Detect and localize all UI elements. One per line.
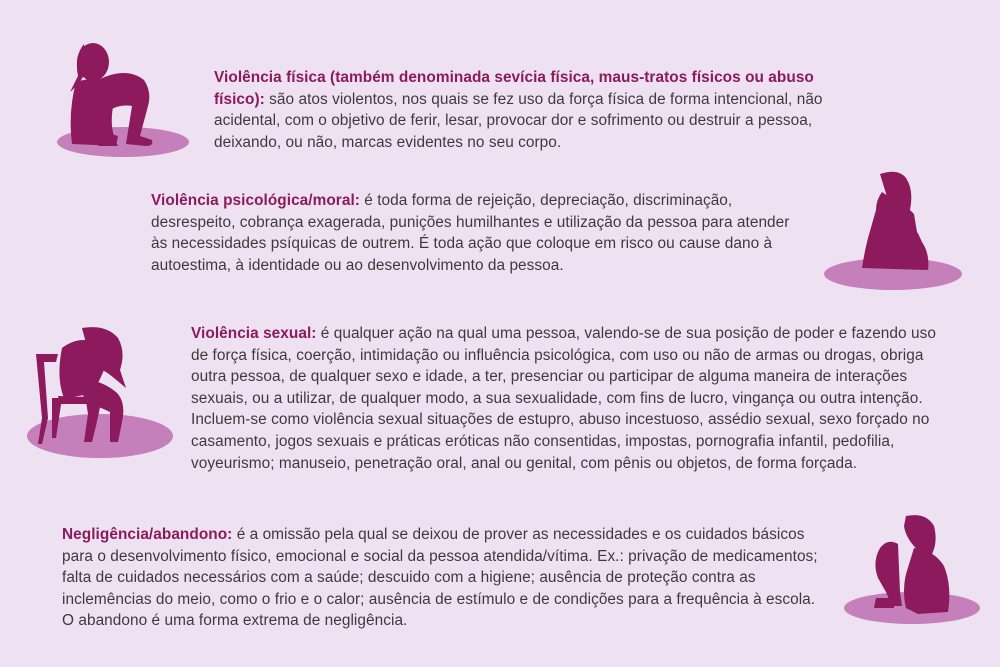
section-text: são atos violentos, nos quais se fez uso da força física de forma intencional, não acidental, com o objetivo de ferir, lesar, provocar dor e sofrimento ou destruir a pessoa, deixando, ou não, marcas evidentes no seu corpo. <box>214 90 823 151</box>
sitting-hugging-knees-figure-icon <box>48 32 198 162</box>
section-psychological-violence <box>151 190 791 276</box>
section-term: Violência sexual: <box>191 325 317 342</box>
kneeling-head-down-figure-icon <box>818 164 968 294</box>
section-text: é qualquer ação na qual uma pessoa, valendo-se de sua posição de poder e fazendo uso de força física, coerção, intimidação ou influência psicológica, com uso ou não de armas ou drogas, obriga outra pessoa, de qualquer sexo e idade, a ter, presenciar ou participar de alguma maneira de interações sexuais, ou a utilizar, de qualquer modo, a sua sexualidade, com fins de lucro, vingança ou outra intenção. Incluem-se como violência sexual situações de estupro, abuso incestuoso, assédio sexual, sexo forçado no casamento, jogos sexuais e práticas eróticas não consentidas, impostas, pornografia infantil, pedofilia, voyeurismo; manuseio, penetração oral, anal ou genital, com pênis ou objetos, de forma forçada. <box>191 325 936 472</box>
section-sexual-violence <box>191 323 951 474</box>
section-physical-violence <box>214 67 864 153</box>
section-term: Violência física (também denominada sevícia física, maus-tratos físicos ou abuso físico): <box>214 69 814 108</box>
section-term: Violência psicológica/moral: <box>151 192 360 209</box>
section-text: é toda forma de rejeição, depreciação, discriminação, desrespeito, cobrança exagerada, punições humilhantes e utilização da pessoa para atender às necessidades psíquicas de outrem. É toda ação que coloque em risco ou cause dano à autoestima, à identidade ou ao desenvolvimento da pessoa. <box>151 192 790 274</box>
section-text: é a omissão pela qual se deixou de prover as necessidades e os cuidados básicos para o desenvolvimento físico, emocional e social da pessoa atendida/vítima. Ex.: privação de medicamentos; falta de cuidados necessários com a saúde; descuido com a higiene; ausência de proteção contra as inclemências do meio, como o frio e o calor; ausência de estímulo e de condições para a frequência à escola. O abandono é uma forma extrema de negligência. <box>62 526 818 630</box>
section-term: Negligência/abandono: <box>62 526 233 543</box>
section-neglect-abandonment <box>62 524 820 632</box>
sitting-head-on-knees-figure-icon <box>836 508 986 636</box>
slumped-on-chair-figure-icon <box>22 318 177 463</box>
